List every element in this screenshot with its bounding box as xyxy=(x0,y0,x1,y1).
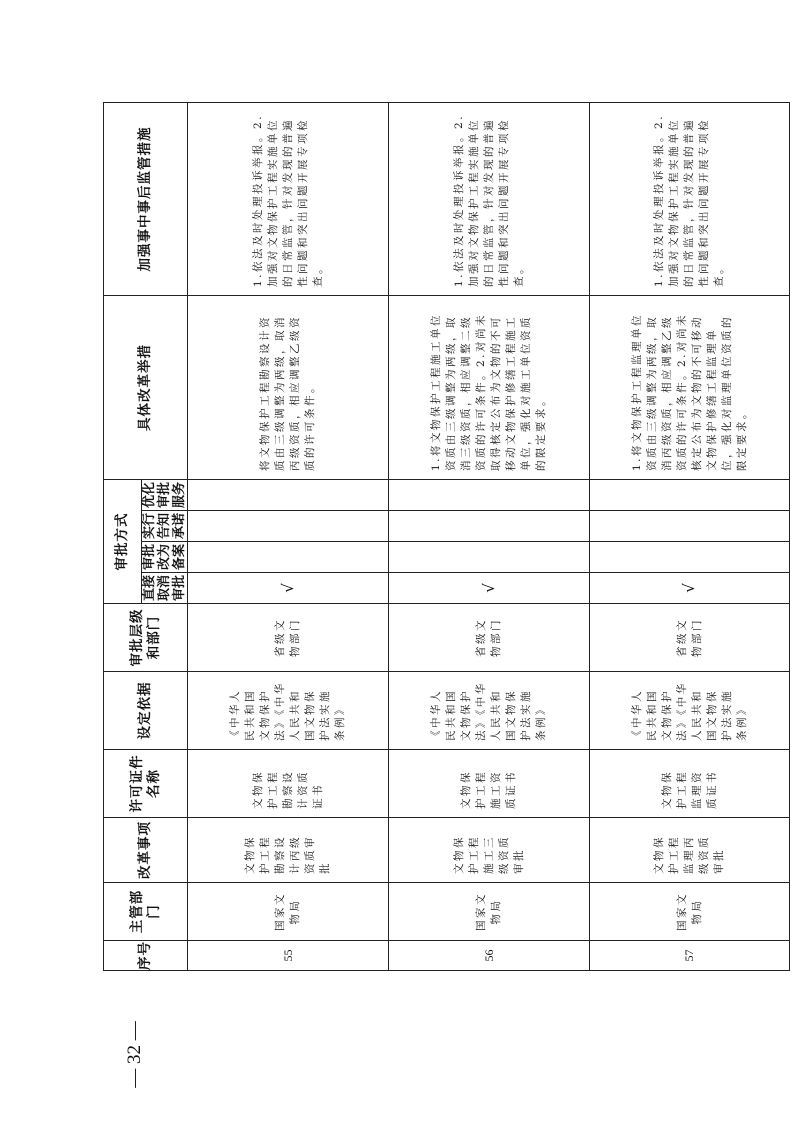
cell-mark-cancel: √ xyxy=(188,573,389,604)
cell-level: 省级文物部门 xyxy=(675,618,703,657)
cell-seq: 57 xyxy=(590,941,790,971)
cell-reform: 将文物保护工程勘察设计资质由三级调整为两级，取消丙级资质，相应调整乙级资质的许可条件。 xyxy=(259,315,316,471)
header-license: 许可证件名称 xyxy=(104,750,188,818)
cell-mark-optimize xyxy=(590,480,790,511)
page-number: — 32 — xyxy=(124,1021,145,1088)
cell-reform: 1.将文物保护工程监理单位资质由三级调整为两级，取消丙级资质，相应调整乙级资质的许可条件。2.对尚未核定公布为文物的不可移动文物保护修缮工程监理单位，强化对监理单位资质的限定要求。 xyxy=(630,312,748,471)
header-level: 审批层级和部门 xyxy=(104,604,188,672)
cell-reform: 1.将文物保护工程施工单位资质由三级调整为两级，取消三级资质，相应调整二级资质的许可条件。2.对尚未取得核定公布为文物的不可移动文物保护修缮工程施工单位，强化对施工单位资质的限定要求。 xyxy=(430,312,547,471)
header-reform: 具体改革举措 xyxy=(104,296,188,480)
cell-basis: 《中华人民共和国文物保护法》《中华人民共和国文物保护法实施条例》 xyxy=(630,681,748,741)
cell-dept: 国家文物局 xyxy=(475,892,502,931)
cell-supervision: 1.依法及时处理投诉举报。2.加强对文物保护工程实施单位的日常监管，针对发现的普遍性问题和突出问题开展专项检查。 xyxy=(251,113,324,287)
header-dept: 主管部门 xyxy=(104,883,188,941)
header-seq: 序号 xyxy=(104,941,188,971)
cell-mark-filing xyxy=(188,542,389,573)
cell-dept: 国家文物局 xyxy=(274,892,301,931)
header-method: 审批方式 xyxy=(104,480,142,604)
cell-mark-notify xyxy=(590,511,790,542)
cell-basis: 《中华人民共和国文物保护法》《中华人民共和国文物保护法实施条例》 xyxy=(430,681,547,741)
cell-mark-optimize xyxy=(188,480,389,511)
cell-mark-notify xyxy=(188,511,389,542)
rotated-table-container xyxy=(103,103,775,971)
cell-item: 文物保护工程施工三级资质审批 xyxy=(452,835,525,874)
table-row xyxy=(188,103,389,971)
cell-mark-optimize xyxy=(389,480,590,511)
header-method-filing: 审批改为备案 xyxy=(142,542,188,573)
header-item: 改革事项 xyxy=(104,818,188,883)
cell-mark-filing xyxy=(389,542,590,573)
reform-table xyxy=(103,102,790,971)
cell-dept: 国家文物局 xyxy=(675,892,703,931)
cell-license: 文物保护工程勘察设计资质证书 xyxy=(251,770,324,809)
cell-level: 省级文物部门 xyxy=(274,618,301,657)
cell-supervision: 1.依法及时处理投诉举报。2.加强对文物保护工程实施单位的日常监管，针对发现的普遍性问题和突出问题开展专项检查。 xyxy=(653,113,725,287)
cell-item: 文物保护工程勘察设计丙级资质审批 xyxy=(244,835,331,874)
cell-basis: 《中华人民共和国文物保护法》《中华人民共和国文物保护法实施条例》 xyxy=(229,681,346,741)
cell-license: 文物保护工程施工资质证书 xyxy=(460,770,517,809)
cell-mark-filing xyxy=(590,542,790,573)
cell-seq: 56 xyxy=(389,941,590,971)
header-method-cancel: 直接取消审批 xyxy=(142,573,188,604)
cell-level: 省级文物部门 xyxy=(475,618,502,657)
cell-item: 文物保护工程监理丙级资质审批 xyxy=(653,835,725,874)
cell-license: 文物保护工程监理资质证书 xyxy=(660,770,718,809)
cell-seq: 55 xyxy=(188,941,389,971)
cell-mark-cancel: √ xyxy=(590,573,790,604)
cell-mark-cancel: √ xyxy=(389,573,590,604)
table-row xyxy=(590,103,790,971)
header-basis: 设定依据 xyxy=(104,672,188,750)
table-row xyxy=(389,103,590,971)
header-supervision: 加强事中事后监管措施 xyxy=(104,103,188,296)
header-method-notify: 实行告知承诺 xyxy=(142,511,188,542)
page-number-area xyxy=(118,1017,152,1092)
cell-supervision: 1.依法及时处理投诉举报。2.加强对文物保护工程实施单位的日常监管，针对发现的普遍性问题和突出问题开展专项检查。 xyxy=(452,113,525,287)
header-method-optimize: 优化审批服务 xyxy=(142,480,188,511)
cell-mark-notify xyxy=(389,511,590,542)
